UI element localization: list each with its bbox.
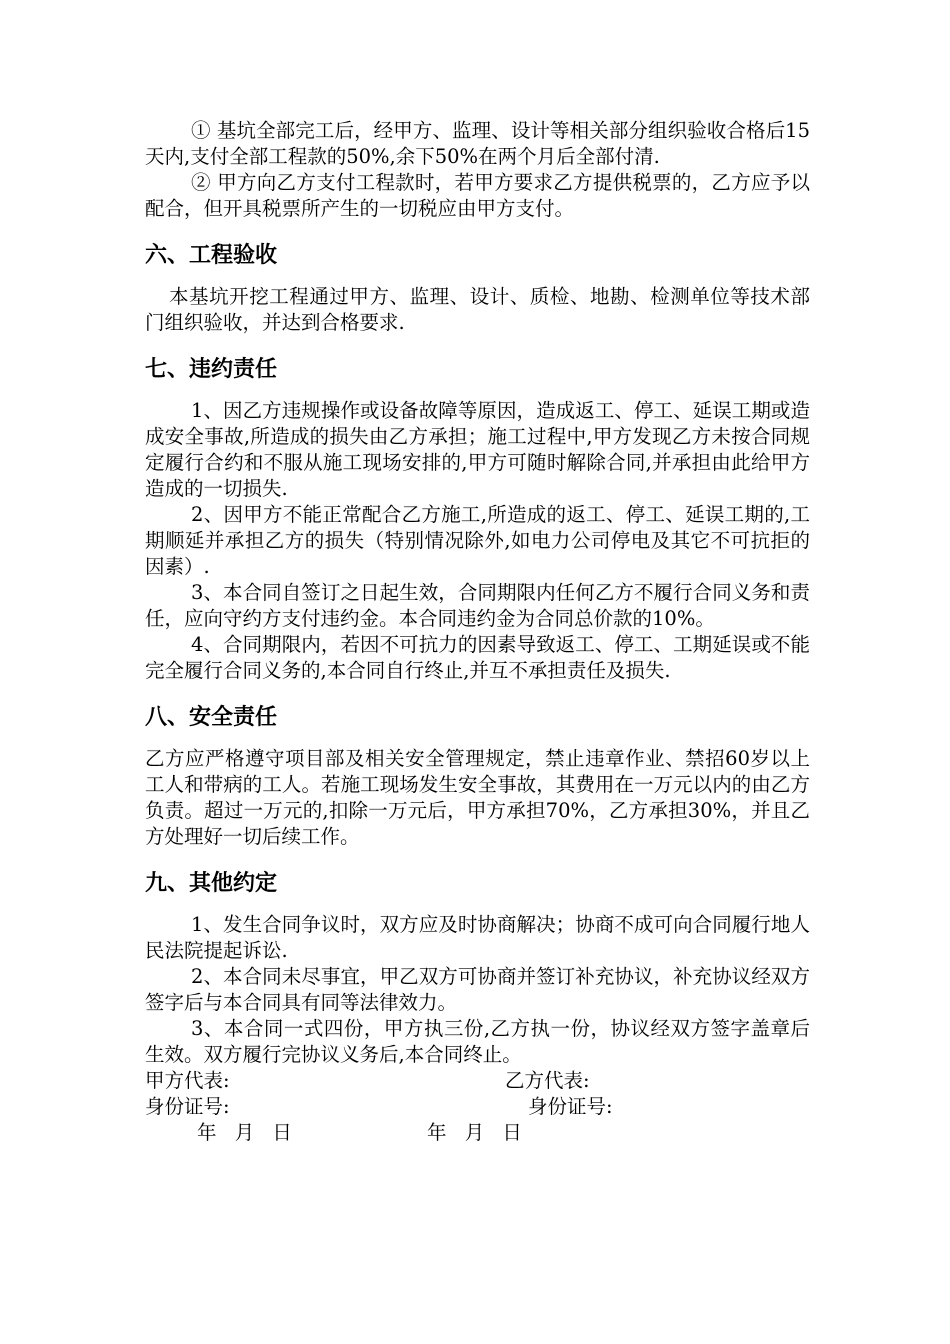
other-clause-1: 1、发生合同争议时，双方应及时协商解决；协商不成可向合同履行地人民法院提起诉讼. <box>145 913 810 962</box>
section-heading-acceptance: 六、工程验收 <box>145 243 278 268</box>
section-heading-breach: 七、违约责任 <box>145 357 278 382</box>
party-b-id-label: 身份证号: <box>528 1095 613 1118</box>
breach-clause-3: 3、本合同自签订之日起生效，合同期限内任何乙方不履行合同义务和责任，应向守约方支付违约金。本合同违约金为合同总价款的10%。 <box>145 581 810 630</box>
section-heading-other: 九、其他约定 <box>145 871 278 896</box>
payment-clause-2: ② 甲方向乙方支付工程款时，若甲方要求乙方提供税票的，乙方应予以配合，但开具税票所产生的一切税应由甲方支付。 <box>145 171 810 220</box>
safety-paragraph: 乙方应严格遵守项目部及相关安全管理规定，禁止违章作业、禁招60岁以上工人和带病的工人。若施工现场发生安全事故，其费用在一万元以内的由乙方负责。超过一万元的,扣除一万元后，甲方承担70%，乙方承担30%，并且乙方处理好一切后续工作。 <box>145 747 810 848</box>
signature-id-row <box>145 1094 810 1120</box>
party-b-representative-label: 乙方代表: <box>505 1069 590 1092</box>
breach-clause-4: 4、合同期限内，若因不可抗力的因素导致返工、停工、工期延误或不能完全履行合同义务的,本合同自行终止,并互不承担责任及损失. <box>145 633 810 682</box>
other-clause-3: 3、本合同一式四份，甲方执三份,乙方执一份，协议经双方签字盖章后生效。双方履行完协议义务后,本合同终止。 <box>145 1017 810 1066</box>
breach-clause-1: 1、因乙方违规操作或设备故障等原因，造成返工、停工、延误工期或造成安全事故,所造成的损失由乙方承担；施工过程中,甲方发现乙方未按合同规定履行合约和不服从施工现场安排的,甲方可随时解除合同,并承担由此给甲方造成的一切损失. <box>145 399 810 500</box>
party-a-representative-label: 甲方代表: <box>145 1069 230 1092</box>
payment-clause-1: ① 基坑全部完工后，经甲方、监理、设计等相关部分组织验收合格后15天内,支付全部工程款的50%,余下50%在两个月后全部付清. <box>145 119 810 168</box>
contract-page <box>145 118 810 1146</box>
breach-clause-2: 2、因甲方不能正常配合乙方施工,所造成的返工、停工、延误工期的,工期顺延并承担乙方的损失（特别情况除外,如电力公司停电及其它不可抗拒的因素）. <box>145 503 810 578</box>
party-b-date: 年 月 日 <box>427 1121 524 1144</box>
party-a-date: 年 月 日 <box>197 1121 294 1144</box>
signature-rep-row <box>145 1068 810 1094</box>
acceptance-paragraph: 本基坑开挖工程通过甲方、监理、设计、质检、地勘、检测单位等技术部门组织验收，并达到合格要求. <box>145 285 810 334</box>
other-clause-2: 2、本合同未尽事宜，甲乙双方可协商并签订补充协议，补充协议经双方签字后与本合同具有同等法律效力。 <box>145 965 810 1014</box>
signature-date-row <box>145 1120 810 1146</box>
party-a-id-label: 身份证号: <box>145 1095 230 1118</box>
section-heading-safety: 八、安全责任 <box>145 705 278 730</box>
